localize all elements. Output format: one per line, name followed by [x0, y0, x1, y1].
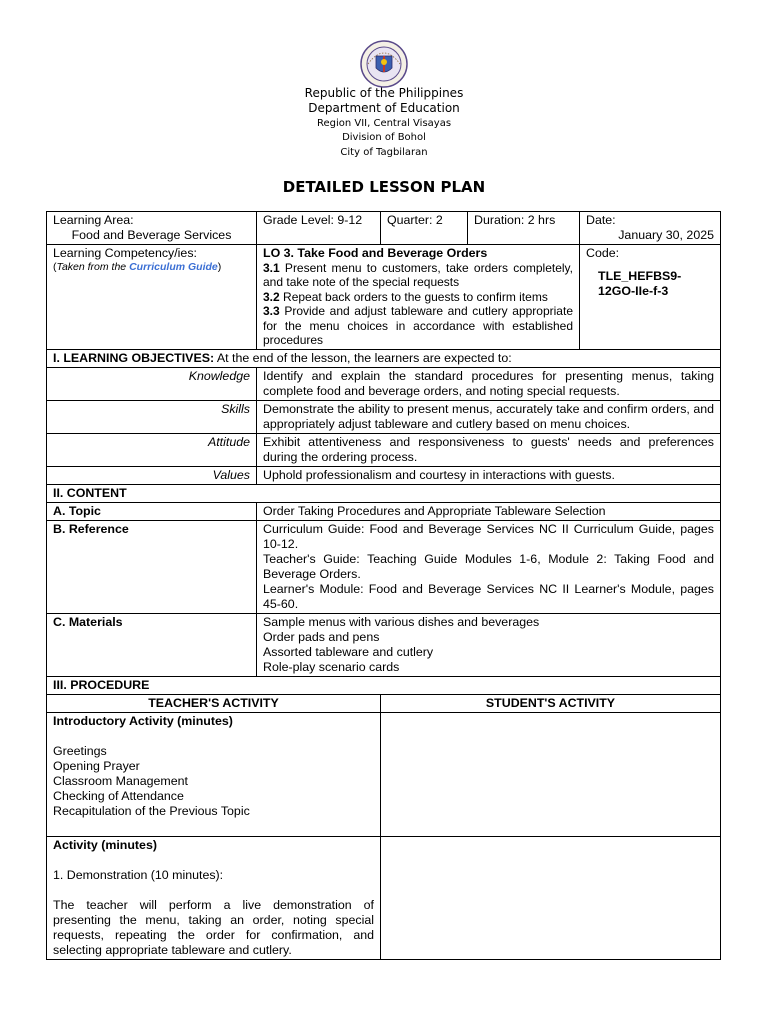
date-cell	[580, 212, 721, 245]
knowledge-row	[47, 367, 721, 400]
competency-note	[53, 261, 250, 274]
intro-student-cell	[381, 712, 721, 836]
lo-item-3	[263, 304, 573, 348]
lo-2-text: Repeat back orders to the guests to confirm items	[279, 289, 548, 304]
material-item: Assorted tableware and cutlery	[263, 644, 434, 659]
topic-row	[47, 502, 721, 520]
activity-row	[47, 836, 721, 959]
learning-area-cell	[47, 212, 257, 245]
document-title: DETAILED LESSON PLAN	[282, 178, 486, 196]
department-line: Department of Education	[308, 101, 460, 115]
materials-cell	[257, 613, 721, 676]
procedure-header-row	[47, 694, 721, 712]
activity-text: The teacher will perform a live demonstration of presenting the menu, taking an order, noting special requests, repeating the order for confirmation, and selecting appropriate tableware and cutlery.	[53, 897, 374, 957]
note-open: (	[53, 261, 57, 273]
materials-row	[47, 613, 721, 676]
lo-title: LO 3. Take Food and Beverage Orders	[263, 246, 488, 260]
knowledge-label-text: Knowledge	[188, 368, 250, 383]
lo-2-num: 3.2	[263, 289, 280, 304]
lo-item-2	[263, 290, 573, 305]
intro-item: Greetings	[53, 743, 107, 758]
skills-text: Demonstrate the ability to present menus, accurately take and confirm orders, and appropriately adjust tableware and cutlery based on menu choices.	[257, 400, 721, 433]
code-value: TLE_HEFBS9-12GO-IIe-f-3	[598, 269, 682, 298]
deped-seal-icon	[360, 40, 408, 88]
skills-row	[47, 400, 721, 433]
attitude-label-text: Attitude	[207, 434, 250, 449]
attitude-row	[47, 433, 721, 466]
knowledge-text: Identify and explain the standard procedures for presenting menus, taking complete food and beverage orders, and noting special requests.	[257, 367, 721, 400]
lesson-plan-table	[46, 211, 721, 960]
intro-item: Recapitulation of the Previous Topic	[53, 803, 250, 818]
learning-area-value: Food and Beverage Services	[71, 228, 232, 242]
material-item: Sample menus with various dishes and beverages	[263, 614, 540, 629]
spacer	[53, 729, 374, 744]
student-activity-header: STUDENT'S ACTIVITY	[381, 694, 721, 712]
content-heading-row	[47, 484, 721, 502]
date-value: January 30, 2025	[618, 228, 714, 242]
intro-item: Checking of Attendance	[53, 788, 184, 803]
city-line: City of Tagbilaran	[340, 147, 428, 158]
learning-area-label: Learning Area:	[53, 213, 134, 227]
attitude-text: Exhibit attentiveness and responsiveness to guests' needs and preferences during the ordering process.	[257, 433, 721, 466]
competency-content-cell	[257, 245, 580, 350]
intro-heading: Introductory Activity (minutes)	[53, 713, 233, 728]
spacer	[53, 853, 374, 868]
topic-value: Order Taking Procedures and Appropriate Tableware Selection	[257, 502, 721, 520]
division-line: Division of Bohol	[342, 132, 426, 143]
activity-heading: Activity (minutes)	[53, 837, 157, 852]
code-label: Code:	[586, 246, 620, 260]
lo-3-num: 3.3	[263, 304, 280, 318]
material-item: Order pads and pens	[263, 629, 380, 644]
lo-1-num: 3.1	[263, 260, 280, 275]
quarter-cell: Quarter: 2	[381, 212, 468, 245]
objectives-heading-cell	[47, 349, 721, 367]
activity-student-cell	[381, 836, 721, 959]
procedure-heading-row	[47, 676, 721, 694]
grade-level-cell: Grade Level: 9-12	[257, 212, 381, 245]
reference-label: B. Reference	[47, 520, 257, 613]
republic-line: Republic of the Philippines	[304, 86, 464, 100]
objectives-heading-row	[47, 349, 721, 367]
date-label: Date:	[586, 213, 616, 227]
knowledge-label	[47, 367, 257, 400]
intro-item: Classroom Management	[53, 773, 188, 788]
intro-activity-row	[47, 712, 721, 836]
values-row	[47, 466, 721, 484]
objectives-heading-rest: At the end of the lesson, the learners are expected to:	[214, 350, 512, 365]
note-close: )	[217, 261, 222, 273]
lo-1-text: Present menu to customers, take orders completely, and take note of the special requests	[263, 260, 573, 289]
reference-row	[47, 520, 721, 613]
objectives-heading: I. LEARNING OBJECTIVES:	[53, 350, 215, 365]
competency-label: Learning Competency/ies:	[53, 246, 197, 260]
activity-cell	[47, 836, 381, 959]
skills-label	[47, 400, 257, 433]
topic-label: A. Topic	[47, 502, 257, 520]
reference-3: Learner's Module: Food and Beverage Services NC II Learner's Module, pages 45-60.	[263, 581, 714, 611]
values-label	[47, 466, 257, 484]
competency-row	[47, 245, 721, 350]
note-taken: Taken from the	[56, 261, 130, 273]
reference-2: Teacher's Guide: Teaching Guide Modules 1-6, Module 2: Taking Food and Beverage Orders.	[263, 551, 714, 581]
reference-cell	[257, 520, 721, 613]
intro-activity-cell	[47, 712, 381, 836]
teacher-activity-header: TEACHER'S ACTIVITY	[47, 694, 381, 712]
reference-1: Curriculum Guide: Food and Beverage Services NC II Curriculum Guide, pages 10-12.	[263, 521, 714, 551]
region-line: Region VII, Central Visayas	[316, 118, 452, 129]
attitude-label	[47, 433, 257, 466]
intro-item: Opening Prayer	[53, 758, 140, 773]
curriculum-guide-link[interactable]: Curriculum Guide	[129, 261, 218, 273]
duration-cell: Duration: 2 hrs	[468, 212, 580, 245]
competency-label-cell	[47, 245, 257, 350]
materials-label: C. Materials	[47, 613, 257, 676]
skills-label-text: Skills	[221, 401, 250, 416]
lo-3-text: Provide and adjust tableware and cutlery appropriate for the menu choices in accordance with established procedures	[263, 304, 573, 347]
info-row	[47, 212, 721, 245]
values-label-text: Values	[212, 467, 250, 482]
activity-step: 1. Demonstration (10 minutes):	[53, 867, 224, 882]
values-text: Uphold professionalism and courtesy in interactions with guests.	[257, 466, 721, 484]
code-cell	[580, 245, 721, 350]
spacer	[53, 883, 374, 898]
content-heading: II. CONTENT	[47, 484, 721, 502]
lo-item-1	[263, 261, 573, 290]
procedure-heading: III. PROCEDURE	[47, 676, 721, 694]
material-item: Role-play scenario cards	[263, 659, 400, 674]
